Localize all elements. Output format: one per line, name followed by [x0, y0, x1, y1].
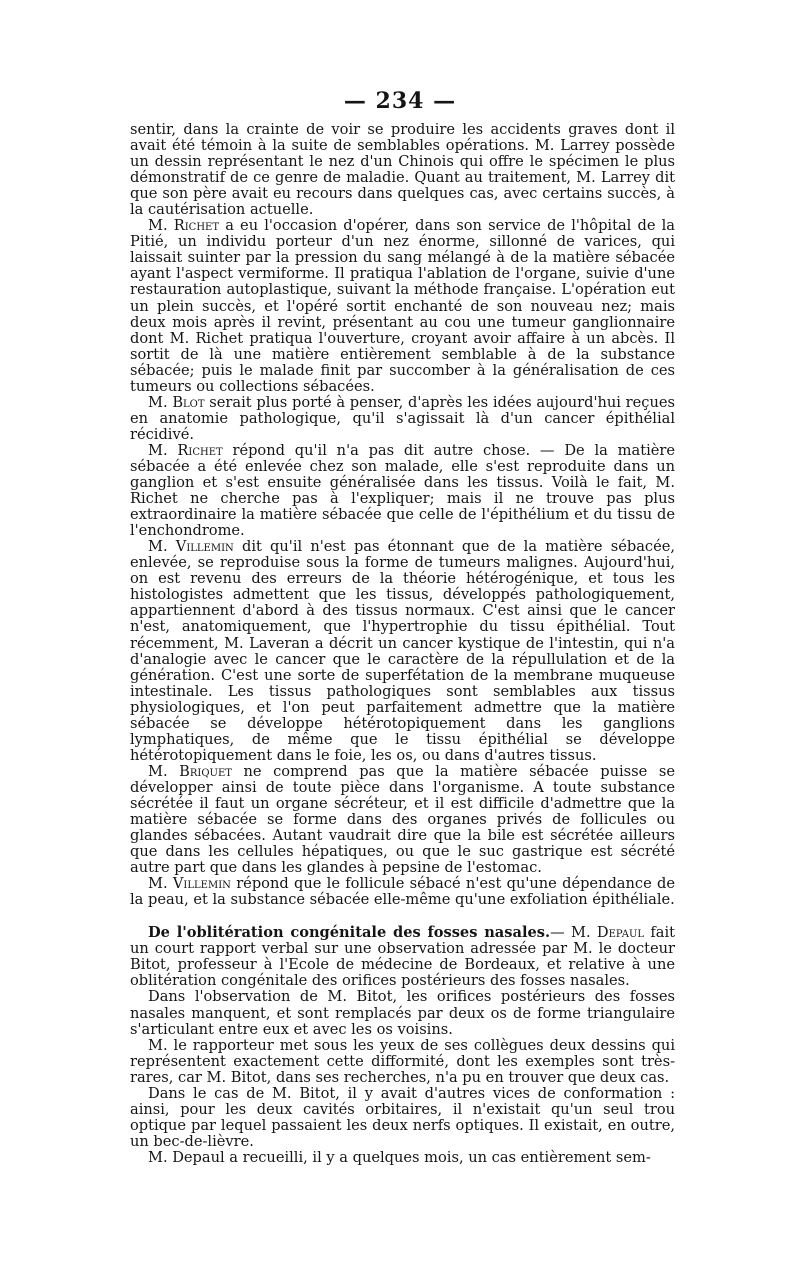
speaker-name: M. Richet — [148, 217, 220, 235]
paragraph-text: dit qu'il n'est pas étonnant que de la matière sébacée, enlevée, se reproduise sous la forme de tumeurs malignes. Aujourd'hui, on est revenu des erreurs de la théorie hétérogénique, et tous les histologistes admettent que les tissus, développés pathologiquement, appartiennent d'abord à des tissus normaux. C'est ainsi que le cancer n'est, anatomiquement, que l'hypertrophie du tissu épithélial. Tout récemment, M. Laveran a décrit un cancer kystique de l'intestin, qui n'a d'analogie avec le cancer que le caractère de la répullulation et de la génération. C'est une sorte de superfétation de la membrane muqueuse intestinale. Les tissus pathologiques sont semblables aux tissus physiologiques, et l'on peut parfaitement admettre que la matière sébacée se développe hétérotopiquement dans les ganglions lymphatiques, de même que le tissu épithélial se développe hétérotopiquement dans le foie, les os, ou dans d'autres tissus. — [130, 538, 675, 764]
page-number: — 234 — — [343, 88, 457, 114]
paragraph — [130, 1086, 675, 1150]
paragraph-text: M. Depaul a recueilli, il y a quelques mois, un cas entièrement sem- — [148, 1148, 651, 1166]
paragraph — [130, 122, 675, 218]
paragraph — [130, 539, 675, 764]
speaker-name: M. Richet — [148, 441, 223, 459]
paragraph — [130, 876, 675, 908]
paragraph-text: Dans l'observation de M. Bitot, les orifices postérieurs des fosses nasales manquent, et sont remplacés par deux os de forme triangulaire s'articulant entre eux et avec les os voisins. — [130, 988, 675, 1038]
paragraph — [130, 1150, 675, 1166]
paragraph — [130, 218, 675, 395]
paragraph-text: fait un court rapport verbal sur une observation adressée par M. le docteur Bitot, professeur à l'Ecole de médecine de Bordeaux, et relative à une oblitération congénitale des orifices postérieurs des fosses nasales. — [130, 924, 675, 990]
speaker-name: M. Blot — [148, 393, 205, 411]
paragraph-text: a eu l'occasion d'opérer, dans son service de l'hôpital de la Pitié, un individu porteur d'un nez énorme, sillonné de varices, qui laissait suinter par la pression du sang mélangé à de la matière sébacée ayant l'aspect vermiforme. Il pratiqua l'ablation de l'organe, suivie d'une restauration autoplastique, suivant la méthode française. L'opération eut un plein succès, et l'opéré sortit enchanté de son nouveau nez; mais deux mois après il revint, présentant au cou une tumeur ganglionnaire dont M. Richet pratiqua l'ouverture, croyant avoir affaire à un abcès. Il sortit de là une matière entièrement semblable à de la substance sébacée; puis le malade finit par succomber à la généralisation de ces tumeurs ou collections sébacées. — [130, 217, 675, 395]
speaker-name: M. Villemin — [148, 875, 231, 893]
paragraph-text: répond qu'il n'a pas dit autre chose. — De la matière sébacée a été enlevée chez son malade, elle s'est reproduite dans un ganglion et s'est ensuite généralisée dans les tissus. Voilà le fait, M. Richet ne cherche pas à l'expliquer; mais il ne trouve pas plus extraordinaire la matière sébacée que celle de l'épithélium et du tissu de l'enchondrome. — [130, 441, 675, 540]
paragraph-text: répond que le follicule sébacé n'est qu'une dépendance de la peau, et la substance sébacée elle-même qu'une exfoliation épithéliale. — [130, 875, 676, 909]
speaker-name: M. Villemin — [148, 538, 234, 556]
section-spacer — [130, 908, 675, 925]
paragraph-text: sentir, dans la crainte de voir se produire les accidents graves dont il avait été témoin à la suite de semblables opérations. M. Larrey possède un dessin représentant le nez d'un Chinois qui offre le spécimen le plus démonstratif de ce genre de maladie. Quant au traitement, M. Larrey dit que son père avait eu recours dans quelques cas, avec certains succès, à la cautérisation actuelle. — [130, 121, 675, 219]
speaker-name: M. Briquet — [148, 762, 232, 780]
paragraph-text: M. le rapporteur met sous les yeux de ses collègues deux dessins qui représentent exactement cette difformité, dont les exemples sont très-rares, car M. Bitot, dans ses recherches, n'a pu en trouver que deux cas. — [130, 1036, 675, 1086]
paragraph-text: ne comprend pas que la matière sébacée puisse se développer ainsi de toute pièce dans l'organisme. A toute substance sécrétée il faut un organe sécréteur, et il est difficile d'admettre que la matière sébacée se forme dans des organes privés de follicules ou glandes sébacées. Autant vaudrait dire que la bile est sécrétée ailleurs que dans les cellules hépatiques, ou que le suc gastrique est sécrété autre part que dans les glandes à pepsine de l'estomac. — [130, 762, 675, 877]
paragraph-text: serait plus porté à penser, d'après les idées aujourd'hui reçues en anatomie pathologique, qu'il s'agissait là d'un cancer épithélial récidivé. — [130, 393, 675, 443]
paragraph — [130, 925, 675, 989]
paragraph — [130, 1038, 675, 1086]
paragraph — [130, 395, 675, 443]
paragraph — [130, 443, 675, 539]
paragraph — [130, 989, 675, 1037]
paragraph-text: Dans le cas de M. Bitot, il y avait d'autres vices de conformation : ainsi, pour les deux cavités orbitaires, il n'existait qu'un seul trou optique par lequel passaient les deux nerfs optiques. Il existait, en outre, un bec-de-lièvre. — [130, 1084, 675, 1150]
speaker-name: — M. Depaul — [550, 924, 645, 942]
paragraph — [130, 764, 675, 876]
section-heading: De l'oblitération congénitale des fosses nasales. — [148, 924, 551, 942]
body-text — [130, 122, 675, 1166]
